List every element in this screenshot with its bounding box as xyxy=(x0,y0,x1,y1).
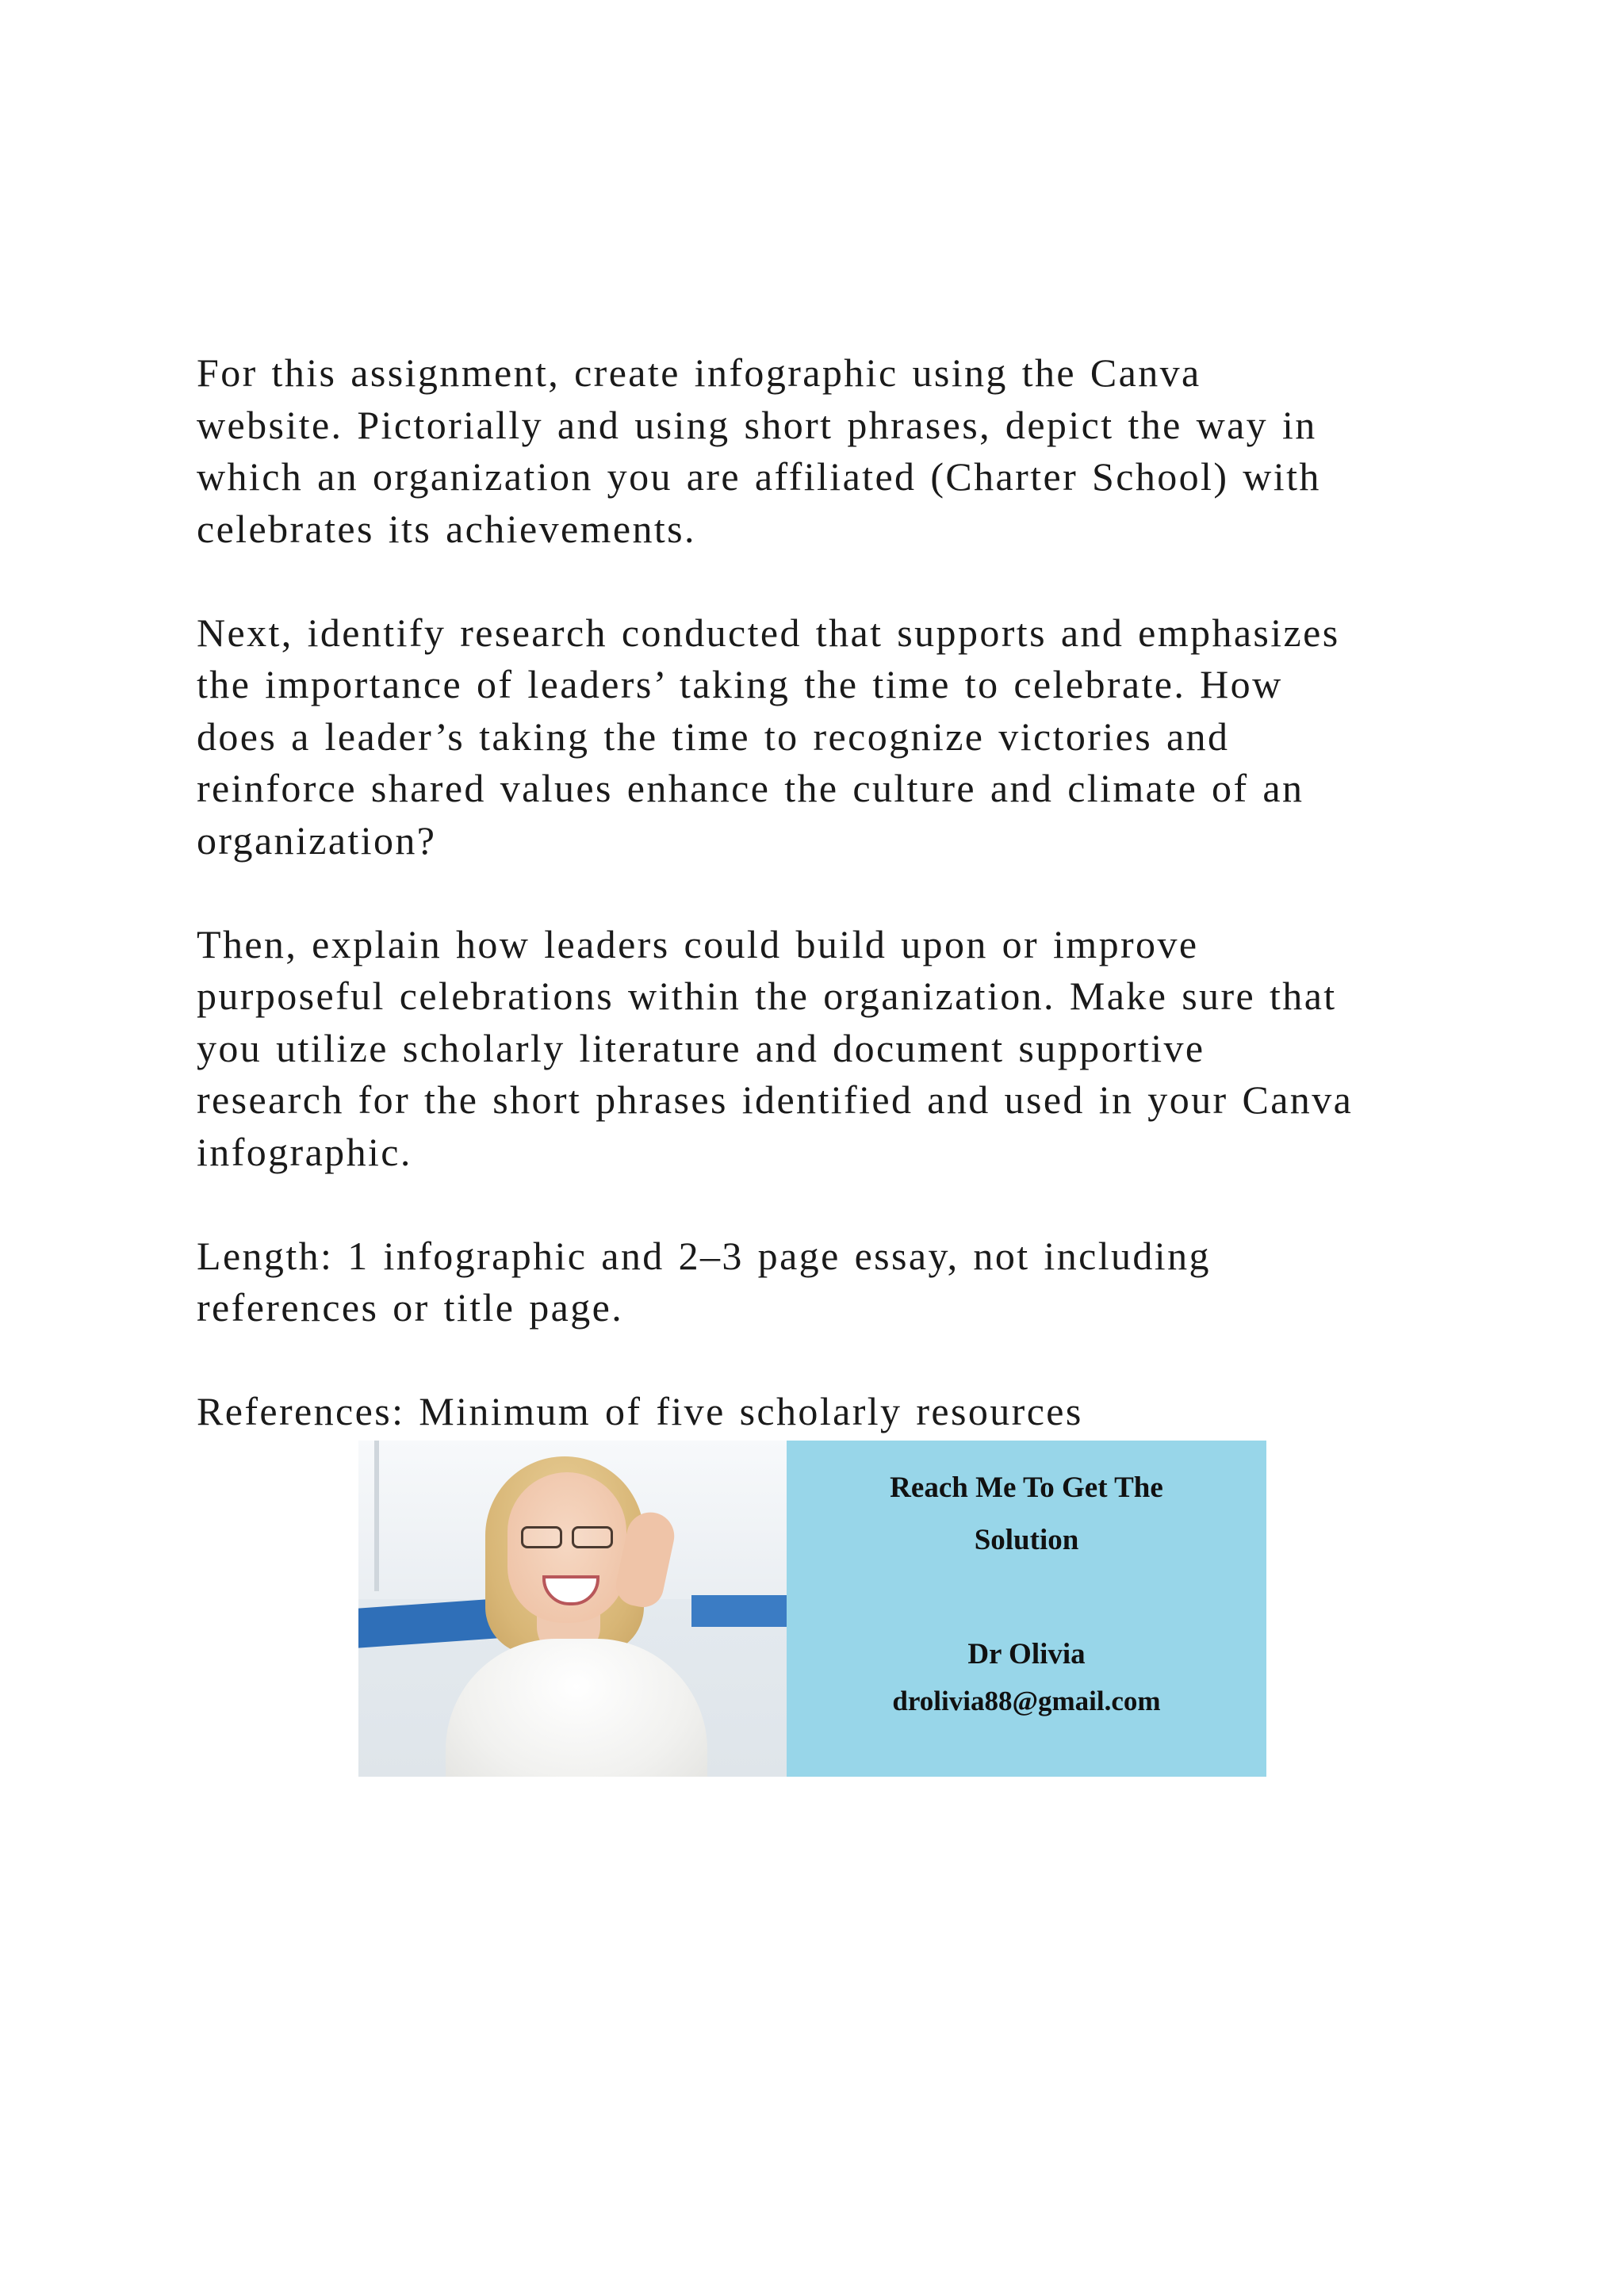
paragraph-references: References: Minimum of five scholarly resources xyxy=(197,1389,1083,1433)
paragraph-research: Next, identify research conducted that supports and emphasizes the importance of leaders’ taking the time to celebrate. How does a leader’s taking the time to recognize victories and reinforce shared values enhance the culture and climate of an organization? xyxy=(197,610,1340,863)
solution-heading: Solution xyxy=(974,1524,1079,1556)
woman-photo xyxy=(358,1441,787,1777)
assignment-text xyxy=(197,347,1434,1438)
contact-email: drolivia88@gmail.com xyxy=(892,1686,1161,1716)
paragraph-assignment: For this assignment, create infographic using the Canva website. Pictorially and using short phrases, depict the way in which an organization you are affiliated (Charter School) with celebrates its achievements. xyxy=(197,350,1321,551)
paragraph-length: Length: 1 infographic and 2–3 page essay, not including references or title page. xyxy=(197,1233,1211,1330)
paragraph-improve: Then, explain how leaders could build upon or improve purposeful celebrations within the organization. Make sure that you utilize scholarly literature and document supportive research for the short phrases identified and used in your Canva infographic. xyxy=(197,921,1354,1174)
reach-me-heading: Reach Me To Get The xyxy=(890,1471,1163,1504)
glasses-icon xyxy=(521,1526,615,1545)
contact-name: Dr Olivia xyxy=(967,1638,1086,1670)
contact-banner xyxy=(358,1441,1266,1777)
contact-panel xyxy=(787,1441,1266,1777)
